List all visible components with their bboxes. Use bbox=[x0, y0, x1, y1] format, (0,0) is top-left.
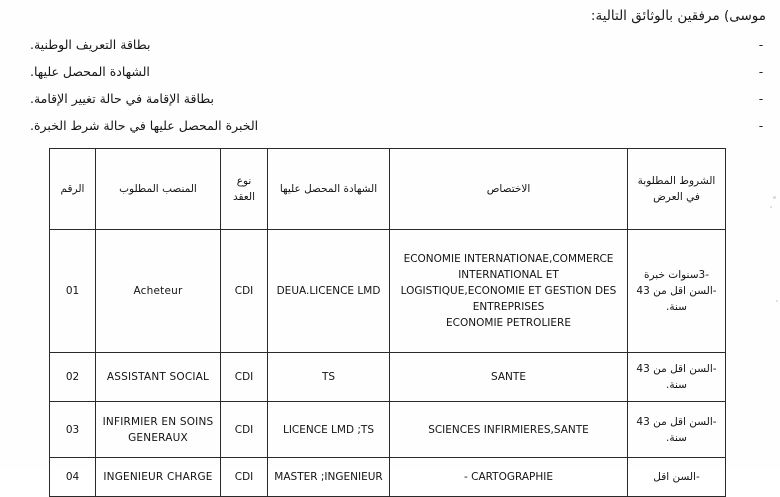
position-text: Acheteur bbox=[133, 285, 183, 297]
column-header-contract: نوع العقد bbox=[221, 149, 268, 230]
list-bullet: - bbox=[758, 118, 764, 133]
cell-number bbox=[50, 353, 96, 402]
list-item bbox=[30, 117, 768, 134]
list-item-label: بطاقة التعريف الوطنية. bbox=[30, 37, 151, 52]
list-bullet: - bbox=[758, 64, 764, 79]
row-number: 04 bbox=[65, 471, 80, 483]
condition-line: -3سنوات خبرة bbox=[644, 269, 709, 281]
contract-text: CDI bbox=[234, 471, 254, 483]
scan-speck bbox=[770, 206, 772, 208]
condition-line: -السن اقل من 43 سنة. bbox=[636, 285, 717, 313]
scan-speck bbox=[776, 300, 778, 302]
table-row bbox=[50, 458, 726, 497]
cell-position bbox=[96, 230, 221, 353]
cell-specialty bbox=[390, 402, 628, 458]
cell-diploma bbox=[268, 402, 390, 458]
position-text: ASSISTANT SOCIAL bbox=[106, 371, 210, 383]
cell-conditions bbox=[628, 230, 726, 353]
table-row bbox=[50, 230, 726, 353]
list-item-label: الخبرة المحصل عليها في حالة شرط الخبرة. bbox=[30, 118, 259, 133]
cell-position bbox=[96, 458, 221, 497]
cell-contract bbox=[221, 402, 268, 458]
cell-position bbox=[96, 402, 221, 458]
specialty-line: ECONOMIE PETROLIERE bbox=[446, 317, 571, 329]
intro-section bbox=[30, 6, 768, 144]
list-bullet: - bbox=[758, 37, 764, 52]
contract-text: CDI bbox=[234, 423, 254, 436]
attachments-list bbox=[30, 36, 768, 134]
cell-specialty bbox=[390, 458, 628, 497]
diploma-text: DEUA.LICENCE LMD bbox=[276, 285, 381, 297]
position-text: INFIRMIER EN SOINS GENERAUX bbox=[102, 415, 214, 444]
cell-diploma bbox=[268, 230, 390, 353]
scan-speck bbox=[773, 196, 776, 199]
cell-contract bbox=[221, 353, 268, 402]
list-item-label: بطاقة الإقامة في حالة تغيير الإقامة. bbox=[30, 91, 215, 106]
row-number: 01 bbox=[65, 285, 80, 297]
specialty-line: ENTREPRISES bbox=[472, 301, 545, 313]
specialty-line: ECONOMIE INTERNATIONAE,COMMERCE bbox=[403, 253, 614, 265]
cell-specialty bbox=[390, 230, 628, 353]
cell-number bbox=[50, 230, 96, 353]
contract-text: CDI bbox=[234, 371, 254, 383]
jobs-table bbox=[49, 148, 726, 497]
specialty-line: - CARTOGRAPHIE bbox=[464, 471, 553, 483]
list-bullet: - bbox=[758, 91, 764, 106]
intro-lead-text: موسى) مرفقين بالوثائق التالية: bbox=[590, 8, 766, 24]
cell-conditions bbox=[628, 402, 726, 458]
column-header-diploma: الشهادة المحصل عليها bbox=[268, 149, 390, 230]
row-number: 02 bbox=[65, 371, 80, 383]
diploma-text: MASTER ;INGENIEUR bbox=[274, 471, 383, 483]
position-text: INGENIEUR CHARGE bbox=[103, 471, 213, 483]
condition-line: -السن اقل من 43 سنة. bbox=[636, 415, 717, 444]
jobs-table-container bbox=[50, 148, 726, 497]
column-header-conditions: الشروط المطلوبة في العرض bbox=[628, 149, 726, 230]
specialty-line: INTERNATIONAL ET bbox=[458, 269, 559, 281]
cell-number bbox=[50, 458, 96, 497]
column-header-position: المنصب المطلوب bbox=[96, 149, 221, 230]
cell-conditions bbox=[628, 458, 726, 497]
cell-number bbox=[50, 402, 96, 458]
contract-text: CDI bbox=[234, 285, 254, 297]
specialty-line: SANTE bbox=[491, 371, 526, 383]
cell-specialty bbox=[390, 353, 628, 402]
row-number: 03 bbox=[65, 423, 80, 436]
cell-diploma bbox=[268, 353, 390, 402]
table-row bbox=[50, 402, 726, 458]
list-item bbox=[30, 36, 768, 53]
specialty-line: SCIENCES INFIRMIERES,SANTE bbox=[428, 423, 589, 436]
condition-line: -السن اقل bbox=[653, 471, 700, 483]
list-item bbox=[30, 90, 768, 107]
specialty-line: LOGISTIQUE,ECONOMIE ET GESTION DES bbox=[400, 285, 617, 297]
table-row bbox=[50, 353, 726, 402]
column-header-number: الرقم bbox=[50, 149, 96, 230]
list-item bbox=[30, 63, 768, 80]
condition-line: -السن اقل من 43 سنة. bbox=[636, 363, 717, 391]
table-header-row bbox=[50, 149, 726, 230]
cell-contract bbox=[221, 230, 268, 353]
cell-position bbox=[96, 353, 221, 402]
diploma-text: LICENCE LMD ;TS bbox=[282, 423, 375, 436]
cell-contract bbox=[221, 458, 268, 497]
list-item-label: الشهادة المحصل عليها. bbox=[30, 64, 150, 79]
cell-conditions bbox=[628, 353, 726, 402]
column-header-specialty: الاختصاص bbox=[390, 149, 628, 230]
diploma-text: TS bbox=[321, 371, 336, 383]
cell-diploma bbox=[268, 458, 390, 497]
